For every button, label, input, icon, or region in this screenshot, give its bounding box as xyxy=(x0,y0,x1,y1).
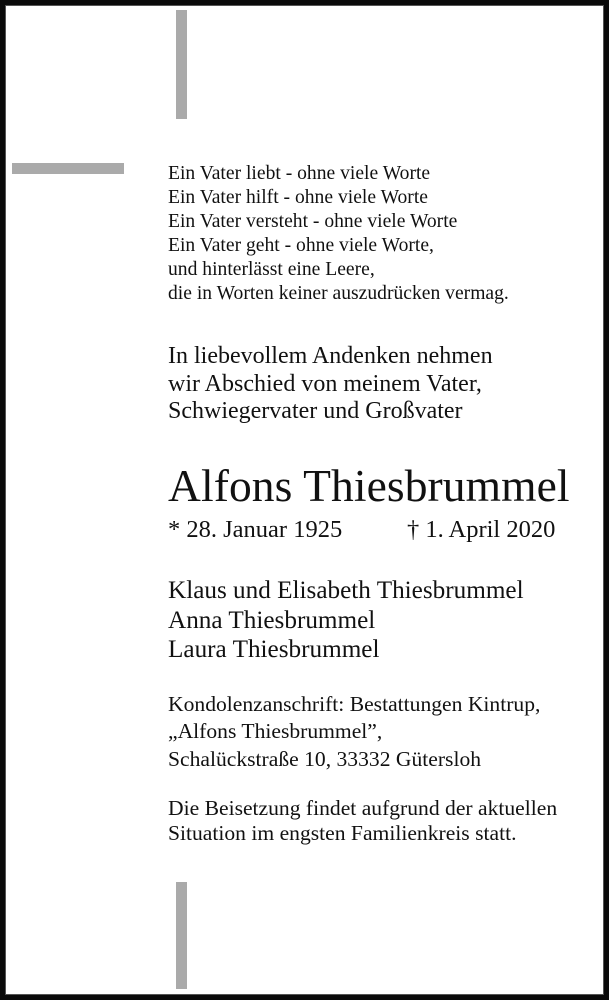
notice-line: Die Beisetzung findet aufgrund der aktuellen xyxy=(168,796,558,820)
cross-left-bar-icon xyxy=(12,163,124,174)
family-member: Laura Thiesbrummel xyxy=(168,636,380,663)
poem-line: und hinterlässt eine Leere, xyxy=(168,259,375,280)
poem-line: die in Worten keiner auszudrücken vermag. xyxy=(168,283,509,304)
address-line: „Alfons Thiesbrummel”, xyxy=(168,719,383,744)
family-members xyxy=(168,576,524,665)
address-line: Schalückstraße 10, 33332 Gütersloh xyxy=(168,746,482,771)
condolence-address xyxy=(168,691,540,773)
poem xyxy=(168,162,509,306)
poem-line: Ein Vater geht - ohne viele Worte, xyxy=(168,235,434,256)
family-member: Klaus und Elisabeth Thiesbrummel xyxy=(168,577,524,604)
poem-line: Ein Vater versteht - ohne viele Worte xyxy=(168,211,458,232)
cross-bottom-bar-icon xyxy=(176,882,187,989)
death-date: † 1. April 2020 xyxy=(407,516,556,543)
deceased-name: Alfons Thiesbrummel xyxy=(168,460,570,511)
intro-line: In liebevollem Andenken nehmen xyxy=(168,343,493,369)
obituary-card xyxy=(5,5,604,995)
intro-line: Schwiegervater und Großvater xyxy=(168,398,463,424)
birth-date: * 28. Januar 1925 xyxy=(168,516,343,543)
intro-line: wir Abschied von meinem Vater, xyxy=(168,370,482,397)
cross-top-bar-icon xyxy=(176,10,187,119)
burial-notice xyxy=(168,796,557,846)
family-member: Anna Thiesbrummel xyxy=(168,606,376,634)
notice-line: Situation im engsten Familienkreis statt. xyxy=(168,821,517,845)
farewell-intro xyxy=(168,343,493,426)
poem-line: Ein Vater liebt - ohne viele Worte xyxy=(168,163,431,184)
address-line: Kondolenzanschrift: Bestattungen Kintrup, xyxy=(168,692,541,716)
poem-line: Ein Vater hilft - ohne viele Worte xyxy=(168,187,428,208)
